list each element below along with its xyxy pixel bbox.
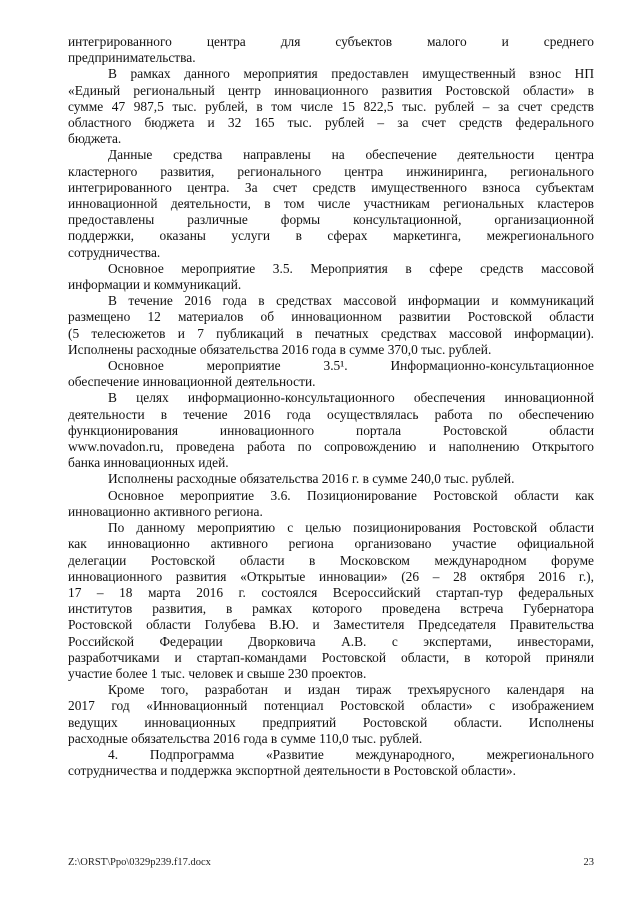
text-line: сотрудничества.: [68, 244, 161, 260]
text-line: обеспечение инновационной деятельности.: [68, 374, 316, 390]
text-line: Российской Федерации Дворковича А.В. с экспертами, инвесторами,: [68, 633, 594, 649]
text-line: «Единый региональный центр инновационного развития Ростовской области» в: [68, 82, 594, 98]
text-line: информации и коммуникаций.: [68, 277, 242, 293]
text-line: областного бюджета и 32 165 тыс. рублей – за счет средств федерального: [68, 115, 594, 131]
text-line: ведущих инновационных предприятий Ростовской области. Исполнены: [68, 714, 594, 730]
text-line: предпринимательства.: [68, 50, 196, 66]
text-line: поддержки, оказаны услуги в сферах маркетинга, межрегионального: [68, 228, 594, 244]
text-line: как инновационно активного региона организовано участие официальной: [68, 536, 594, 552]
text-line: В целях информационно-консультационного обеспечения инновационной: [108, 390, 594, 406]
text-line: интегрированного центра. За счет средств имущественного взноса субъектам: [68, 179, 594, 195]
text-line: В рамках данного мероприятия предоставлен имущественный взнос НП: [108, 66, 594, 82]
paragraph: [68, 520, 594, 682]
text-line: интегрированного центра для субъектов малого и среднего: [68, 34, 594, 49]
text-line: банка инновационных идей.: [68, 455, 229, 471]
text-line: Основное мероприятие 3.5¹. Информационно-консультационное: [108, 358, 594, 374]
text-line: По данному мероприятию с целью позиционирования Ростовской области: [108, 520, 594, 536]
text-line: разработчиками и стартап-командами Ростовской области, в которой приняли: [68, 649, 594, 665]
paragraph: [68, 261, 594, 293]
document-page: [68, 34, 594, 779]
text-line: инновационной деятельности, в том числе участникам региональных кластеров: [68, 196, 594, 212]
paragraph: [68, 34, 594, 66]
footer-page-number: 23: [583, 857, 594, 868]
text-line: размещено 12 материалов об инновационном развитии Ростовской области: [68, 309, 594, 325]
text-line: 17 – 18 марта 2016 г. состоялся Всероссийский стартап-тур федеральных: [68, 584, 594, 600]
paragraph: [68, 66, 594, 147]
text-line: сумме 47 987,5 тыс. рублей, в том числе 15 822,5 тыс. рублей – за счет средств: [68, 98, 594, 114]
paragraph: [68, 471, 594, 487]
text-line: Исполнены расходные обязательства 2016 года в сумме 370,0 тыс. рублей.: [68, 341, 492, 357]
text-line: институтов развития, в рамках которого проведена встреча Губернатора: [68, 601, 594, 617]
text-line: www.novadon.ru, проведена работа по сопровождению и наполнению Открытого: [68, 439, 594, 455]
paragraph: [68, 147, 594, 260]
text-line: Данные средства направлены на обеспечение деятельности центра: [108, 147, 594, 163]
text-line: 2017 год «Инновационный потенциал Ростовской области» с изображением: [68, 698, 594, 714]
text-line: В течение 2016 года в средствах массовой информации и коммуникаций: [108, 293, 594, 309]
text-line: бюджета.: [68, 131, 122, 147]
text-line: участие более 1 тыс. человек и свыше 230 проектов.: [68, 665, 367, 681]
text-line: функционирования инновационного портала Ростовской области: [68, 422, 594, 438]
text-line: сотрудничества и поддержка экспортной деятельности в Ростовской области».: [68, 763, 516, 779]
text-line: инновационного развития «Открытые инновации» (26 – 28 октября 2016 г.),: [68, 568, 594, 584]
paragraph: [68, 747, 594, 779]
text-line: делегации Ростовской области в Московском международном форуме: [68, 552, 594, 568]
paragraph: [68, 682, 594, 747]
text-line: Ростовской области Голубева В.Ю. и Заместителя Председателя Правительства: [68, 617, 594, 633]
text-line: деятельности в течение 2016 года осуществлялась работа по обеспечению: [68, 406, 594, 422]
text-line: Основное мероприятие 3.5. Мероприятия в сфере средств массовой: [108, 260, 594, 276]
text-line: инновационно активного региона.: [68, 503, 263, 519]
paragraph: [68, 390, 594, 471]
text-line: 4. Подпрограмма «Развитие международного, межрегионального: [108, 746, 594, 762]
text-line: предоставлены различные формы консультационной, организационной: [68, 212, 594, 228]
text-line: расходные обязательства 2016 года в сумме 110,0 тыс. рублей.: [68, 730, 423, 746]
text-line: кластерного развития, регионального центра инжиниринга, регионального: [68, 163, 594, 179]
text-line: Исполнены расходные обязательства 2016 г. в сумме 240,0 тыс. рублей.: [108, 471, 515, 487]
text-line: Основное мероприятие 3.6. Позиционирование Ростовской области как: [108, 487, 594, 503]
text-line: (5 телесюжетов и 7 публикаций в печатных средствах массовой информации).: [68, 325, 594, 341]
paragraph: [68, 488, 594, 520]
paragraph: [68, 293, 594, 358]
footer-file-path: Z:\ORST\Ppo\0329p239.f17.docx: [68, 857, 211, 868]
text-line: Кроме того, разработан и издан тираж трехъярусного календаря на: [108, 682, 594, 698]
paragraph: [68, 358, 594, 390]
